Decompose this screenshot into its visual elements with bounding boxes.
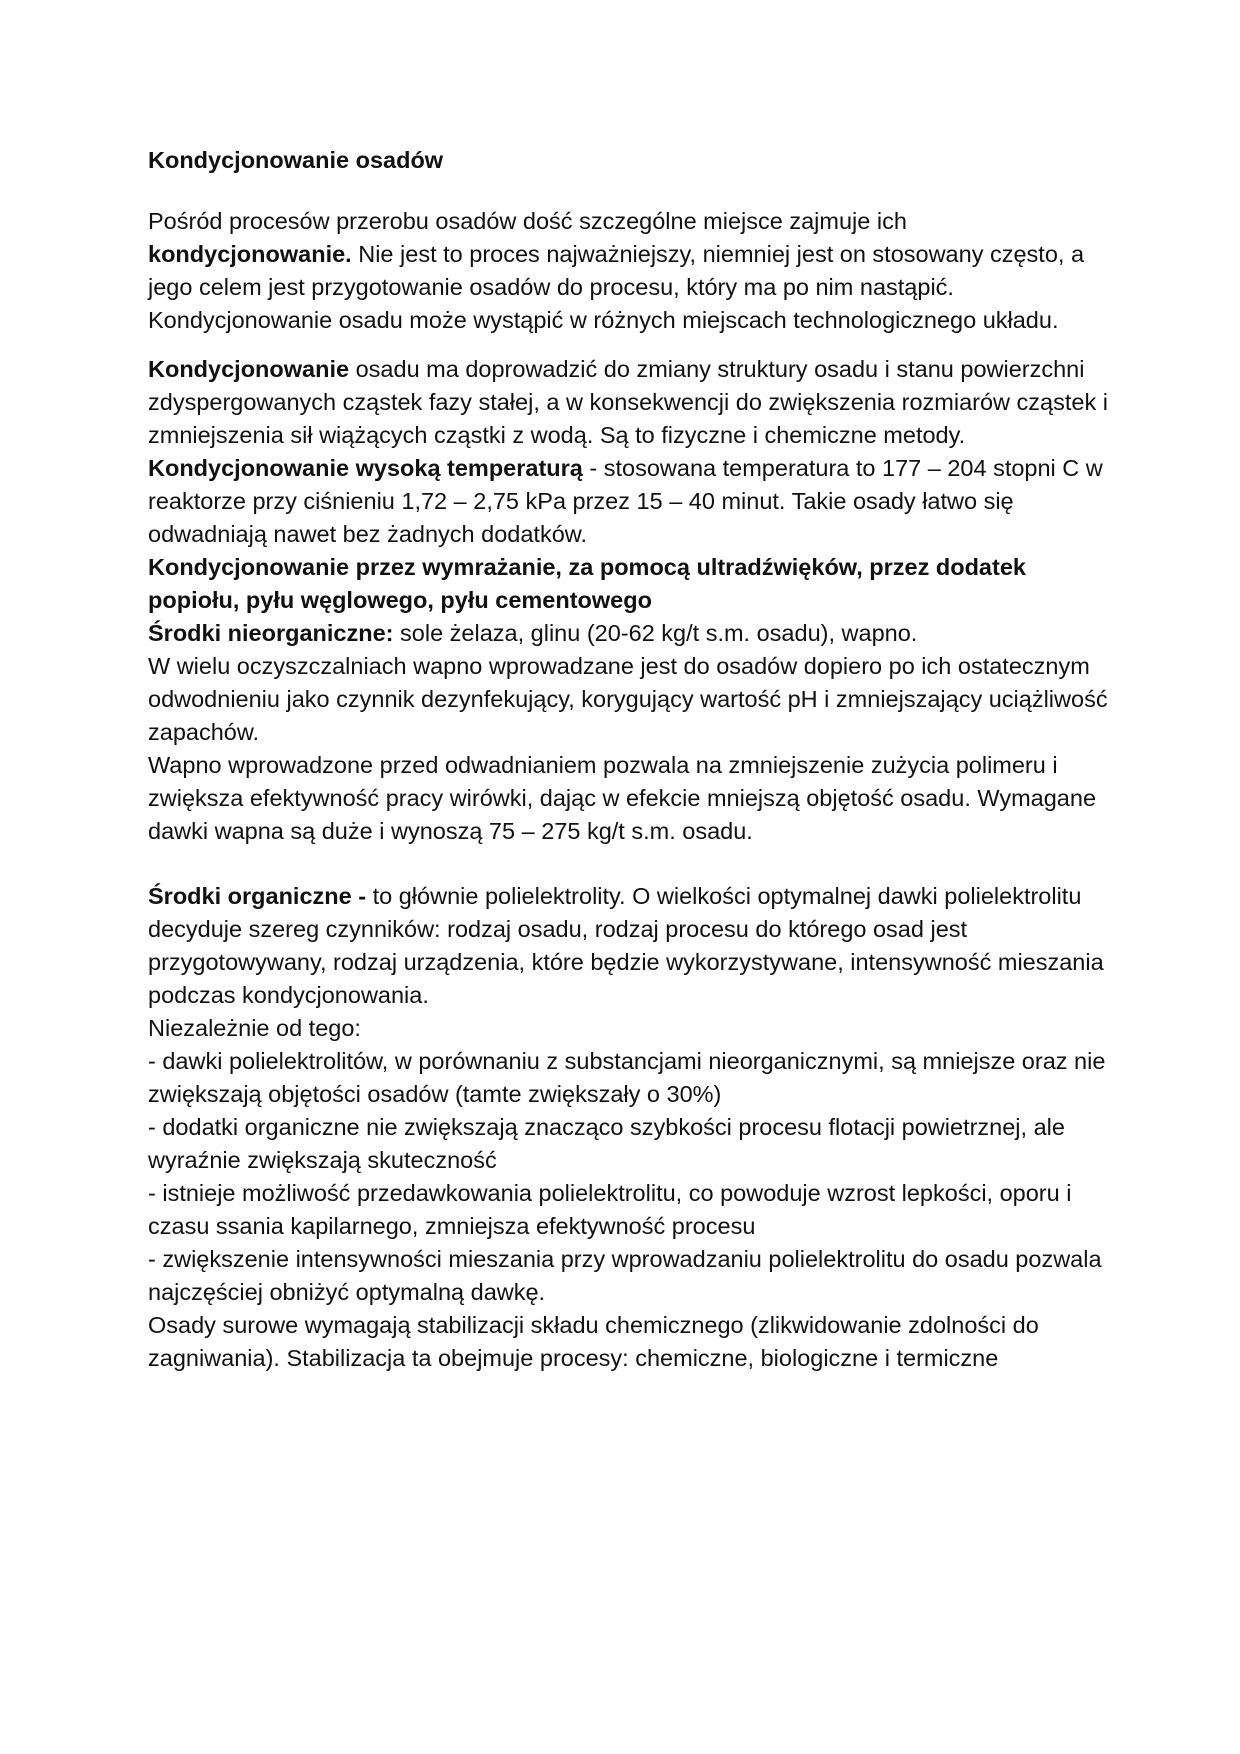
- paragraph-freezing-bold: Kondycjonowanie przez wymrażanie, za pomocą ultradźwięków, przez dodatek popiołu, pyłu węglowego, pyłu cementowego: [148, 554, 1026, 613]
- paragraph-inorganic-bold: Środki nieorganiczne:: [148, 620, 394, 646]
- paragraph-lime-before: Wapno wprowadzone przed odwadnianiem pozwala na zmniejszenie zużycia polimeru i zwiększa efektywność pracy wirówki, dając w efekcie mniejszą objętość osadu. Wymagane dawki wapna są duże i wynoszą 75 – 275 kg/t s.m. osadu.: [148, 752, 1097, 844]
- paragraph-stabilization: Osady surowe wymagają stabilizacji składu chemicznego (zlikwidowanie zdolności do zagniwania). Stabilizacja ta obejmuje procesy: chemiczne, biologiczne i termiczne: [148, 1312, 1039, 1371]
- paragraph-high-temperature-text: - stosowana temperatura to 177 – 204 stopni C w reaktorze przy ciśnieniu 1,72 – 2,75 kPa przez 15 – 40 minut. Takie osady łatwo się odwadniają nawet bez żadnych dodatków.: [148, 455, 1103, 547]
- paragraph-definition-bold: Kondycjonowanie: [148, 356, 350, 382]
- document-page: [148, 144, 1108, 1375]
- paragraph-regardless: Niezależnie od tego:: [148, 1015, 361, 1041]
- document-title: Kondycjonowanie osadów: [148, 147, 444, 173]
- paragraph-organic: [148, 880, 1108, 1012]
- bullet-item: - istnieje możliwość przedawkowania polielektrolitu, co powoduje wzrost lepkości, oporu i czasu ssania kapilarnego, zmniejsza efektywność procesu: [148, 1180, 1072, 1239]
- bullet-item: - dodatki organiczne nie zwiększają znacząco szybkości procesu flotacji powietrznej, ale wyraźnie zwiększają skuteczność: [148, 1114, 1065, 1173]
- paragraph-inorganic: [148, 617, 1108, 650]
- paragraph-high-temperature-bold: Kondycjonowanie wysoką temperaturą: [148, 455, 583, 481]
- paragraph-organic-text: to głównie polielektrolity. O wielkości optymalnej dawki polielektrolitu decyduje szereg czynników: rodzaj osadu, rodzaj procesu do którego osad jest przygotowywany, rodzaj urządzenia, które będzie wykorzystywane, intensywność mieszania podczas kondycjonowania.: [148, 883, 1104, 1008]
- bullet-item: - zwiększenie intensywności mieszania przy wprowadzaniu polielektrolitu do osadu pozwala najczęściej obniżyć optymalną dawkę.: [148, 1246, 1102, 1305]
- paragraph-inorganic-text: sole żelaza, glinu (20-62 kg/t s.m. osadu), wapno.: [393, 620, 918, 646]
- paragraph-definition: [148, 353, 1108, 452]
- paragraph-intro-text-1: Pośród procesów przerobu osadów dość szczególne miejsce zajmuje ich: [148, 208, 907, 234]
- bullet-item: - dawki polielektrolitów, w porównaniu z substancjami nieorganicznymi, są mniejsze oraz nie zwiększają objętości osadów (tamte zwiększały o 30%): [148, 1048, 1106, 1107]
- paragraph-intro-text-2: Nie jest to proces najważniejszy, niemniej jest on stosowany często, a jego celem jest przygotowanie osadów do procesu, który ma po nim nastąpić. Kondycjonowanie osadu może wystąpić w różnych miejscach technologicznego układu.: [148, 241, 1085, 333]
- paragraph-organic-bold: Środki organiczne -: [148, 883, 367, 909]
- paragraph-high-temperature: [148, 452, 1108, 551]
- paragraph-freezing: [148, 551, 1108, 617]
- paragraph-intro: [148, 205, 1108, 337]
- paragraph-lime-after: W wielu oczyszczalniach wapno wprowadzane jest do osadów dopiero po ich ostatecznym odwodnieniu jako czynnik dezynfekujący, korygujący wartość pH i zmniejszający uciążliwość zapachów.: [148, 653, 1108, 745]
- paragraph-definition-text: osadu ma doprowadzić do zmiany struktury osadu i stanu powierzchni zdyspergowanych cząstek fazy stałej, a w konsekwencji do zwiększenia rozmiarów cząstek i zmniejszenia sił wiążących cząstki z wodą. Są to fizyczne i chemiczne metody.: [148, 356, 1108, 448]
- paragraph-intro-bold: kondycjonowanie.: [148, 241, 352, 267]
